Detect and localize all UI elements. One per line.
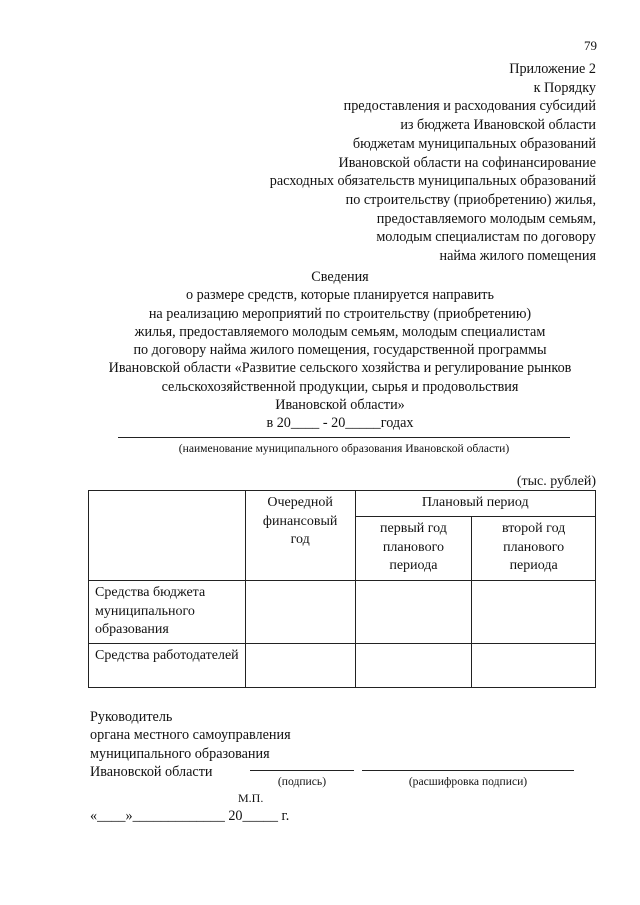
row-label: Средства бюджета муниципального образования [89,581,246,644]
signature-caption: (подпись) [277,775,327,788]
value-cell[interactable] [472,643,596,687]
stamp-label: М.П. [238,791,264,805]
municipality-fill-line[interactable] [118,437,570,438]
value-cell[interactable] [355,643,472,687]
row-label: Средства работодателей [89,643,246,687]
header-plan-period: Плановый период [355,491,595,517]
title-line: Ивановской области» [275,397,405,414]
appendix-line: Приложение 2 [509,61,596,77]
document-title: Сведения [311,269,369,285]
appendix-header [270,60,596,266]
title-line: сельскохозяйственной продукции, сырья и продовольствия [161,378,519,395]
title-line: жилья, предоставляемого молодым семьям, молодым специалистам [134,323,546,340]
signature-fill-line[interactable] [250,770,354,771]
header-second-year: второй год планового периода [472,517,596,581]
value-cell[interactable] [355,581,472,644]
date-line: «____»_____________ 20_____ г. [90,808,290,824]
signature-decode-caption: (расшифровка подписи) [408,775,528,788]
table-row [89,581,596,644]
header-first-year: первый год планового периода [355,517,472,581]
municipality-caption: (наименование муниципального образования Ивановской области) [178,442,510,455]
signatory-line: муниципального образования [90,745,270,762]
appendix-line: молодым специалистам по договору [376,229,596,246]
title-line: по договору найма жилого помещения, государственной программы [133,342,547,359]
title-line: о размере средств, которые планируется направить [186,287,494,304]
title-line: на реализацию мероприятий по строительству (приобретению) [148,305,532,322]
appendix-line: по строительству (приобретению) жилья, [345,191,596,208]
signatory-line: органа местного самоуправления [90,727,291,744]
appendix-line: предоставления и расходования субсидий [343,98,596,115]
signatory-line: Руководитель [90,709,173,725]
page-number: 79 [584,38,597,53]
appendix-line: Ивановской области на софинансирование [338,154,596,171]
signatory-line: Ивановской области [90,763,213,780]
appendix-line: из бюджета Ивановской области [400,117,596,134]
value-cell[interactable] [472,581,596,644]
appendix-line: бюджетам муниципальных образований [352,135,596,152]
appendix-line: найма жилого помещения [439,248,596,265]
signature-decode-fill-line[interactable] [362,770,574,771]
appendix-line: предоставляемого молодым семьям, [376,210,596,227]
appendix-line: к Порядку [533,79,596,96]
period-line: в 20____ - 20_____годах [266,415,414,432]
table-corner-cell [89,491,246,581]
header-next-year: Очередной финансовый год [245,491,355,581]
appendix-line: расходных обязательств муниципальных образований [269,173,596,190]
value-cell[interactable] [245,643,355,687]
table-header-row [89,491,596,517]
units-label: (тыс. рублей) [516,474,596,489]
table-row [89,643,596,687]
value-cell[interactable] [245,581,355,644]
document-title-block [80,268,600,433]
funding-table [88,490,596,688]
title-line: Ивановской области «Развитие сельского хозяйства и регулирование рынков [108,360,572,377]
